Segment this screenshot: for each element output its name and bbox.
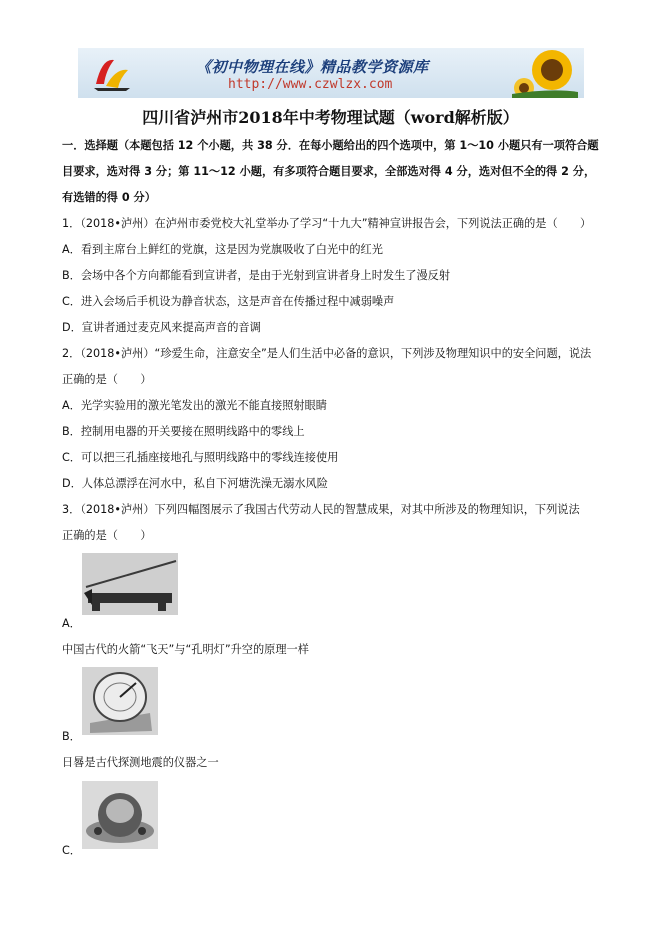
question-3-stem: 正确的是（ ） xyxy=(62,529,152,542)
question-1-option-b: B．会场中各个方向都能看到宣讲者，是由于光射到宣讲者身上时发生了漫反射 xyxy=(62,269,451,282)
banner-title: 《初中物理在线》精品教学资源库 xyxy=(196,58,429,76)
rocket-image xyxy=(82,553,178,615)
question-2-option-c: C．可以把三孔插座接地孔与照明线路中的零线连接使用 xyxy=(62,451,339,464)
question-2-stem: 2．（2018•泸州）“珍爱生命，注意安全”是人们生活中必备的意识，下列涉及物理知识中的安全问题，说法 xyxy=(62,347,592,360)
section-header-line: 目要求，选对得 3 分；第 11～12 小题，有多项符合题目要求，全部选对得 4 分，选对但不全的得 2 分， xyxy=(62,165,596,178)
question-2-option-b: B．控制用电器的开关要接在照明线路中的零线上 xyxy=(62,425,305,438)
question-1-option-d: D．宣讲者通过麦克风来提高声音的音调 xyxy=(62,321,261,334)
question-2-option-a: A．光学实验用的激光笔发出的激光不能直接照射眼睛 xyxy=(62,399,327,412)
question-2-option-d: D．人体总漂浮在河水中，私自下河塘洗澡无溺水风险 xyxy=(62,477,328,490)
header-banner xyxy=(78,48,584,98)
question-3-option-b-label: B． xyxy=(62,730,81,743)
section-header-line: 一．选择题（本题包括 12 个小题，共 38 分．在每小题给出的四个选项中，第 1～10 小题只有一项符合题 xyxy=(62,139,599,152)
question-3-option-a-label: A． xyxy=(62,617,81,630)
question-3-stem: 3．（2018•泸州）下列四幅图展示了我国古代劳动人民的智慧成果，对其中所涉及的物理知识，下列说法 xyxy=(62,503,580,516)
sunflower-icon xyxy=(512,48,578,98)
question-1-option-c: C．进入会场后手机设为静音状态，这是声音在传播过程中减弱噪声 xyxy=(62,295,395,308)
question-3-option-a-text: 中国古代的火箭“飞天”与“孔明灯”升空的原理一样 xyxy=(62,643,309,656)
question-3-option-c-label: C． xyxy=(62,844,81,857)
document-title: 四川省泸州市2018年中考物理试题（word解析版） xyxy=(142,108,519,127)
site-logo-icon xyxy=(92,54,132,92)
question-3-option-b-text: 日晷是古代探测地震的仪器之一 xyxy=(62,756,219,769)
seismograph-image xyxy=(82,781,158,849)
sundial-image xyxy=(82,667,158,735)
question-2-stem: 正确的是（ ） xyxy=(62,373,152,386)
question-1-option-a: A．看到主席台上鲜红的党旗，这是因为党旗吸收了白光中的红光 xyxy=(62,243,383,256)
banner-url: http://www.czwlzx.com xyxy=(228,77,393,92)
question-1-stem: 1．（2018•泸州）在泸州市委党校大礼堂举办了学习“十九大”精神宣讲报告会，下列说法正确的是（ ） xyxy=(62,217,592,230)
section-header-line: 有选错的得 0 分） xyxy=(62,191,156,204)
